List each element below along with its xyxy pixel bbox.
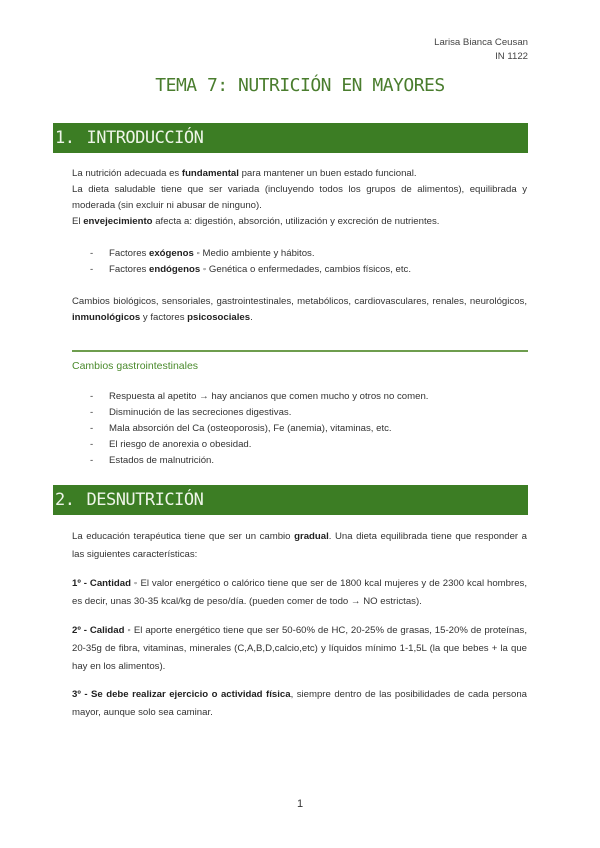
desnutricion-intro: La educación terapéutica tiene que ser un cambio gradual. Una dieta equilibrada tiene que responder a las siguientes características:	[72, 531, 528, 560]
gi-changes-list	[72, 389, 527, 469]
author-name: Larisa Bianca Ceusan	[434, 37, 528, 48]
section-number: 2.	[55, 490, 75, 510]
section-label: DESNUTRICIÓN	[86, 490, 204, 510]
document-title: TEMA 7: NUTRICIÓN EN MAYORES	[155, 75, 445, 96]
list-item: - Respuesta al apetito → hay ancianos que comen mucho y otros no comen.	[72, 389, 527, 405]
list-item: - Disminución de las secreciones digestivas.	[72, 405, 527, 421]
paragraph: La dieta saludable tiene que ser variada (incluyendo todos los grupos de alimentos), equilibrada y moderada (sin excluir ni abusar de ninguno).	[72, 184, 527, 211]
page-number: 1	[296, 798, 304, 810]
list-item: - Factores endógenos ◦ Genética o enfermedades, cambios físicos, etc.	[72, 262, 527, 278]
item-cantidad: 1º - Cantidad ◦ El valor energético o calórico tiene que ser de 1800 kcal mujeres y de 2300 kcal hombres, es decir, unas 30-35 kcal/kg de peso/día. (pueden comer de todo → NO estrictas).	[72, 578, 527, 607]
list-item: - Estados de malnutrición.	[72, 453, 527, 469]
section-heading-desnutricion	[53, 485, 528, 515]
changes-paragraph: Cambios biológicos, sensoriales, gastrointestinales, metabólicos, cardiovasculares, renales, neurológicos, inmunológicos y factores psicosociales.	[72, 296, 527, 323]
list-item: - Mala absorción del Ca (osteoporosis), Fe (anemia), vitaminas, etc.	[72, 421, 527, 437]
list-item: - El riesgo de anorexia o obesidad.	[72, 437, 527, 453]
paragraph: El envejecimiento afecta a: digestión, absorción, utilización y excreción de nutrientes.	[72, 216, 440, 227]
item-ejercicio: 3º - Se debe realizar ejercicio o actividad física, siempre dentro de las posibilidades de cada persona mayor, aunque solo sea caminar.	[72, 689, 527, 718]
item-calidad: 2º - Calidad ◦ El aporte energético tiene que ser 50-60% de HC, 20-25% de grasas, 15-20% de proteínas, 20-35g de fibra, vitaminas, minerales (C,A,B,D,calcio,etc) y líquidos mínimo 1-1,5L (la que bebes + la que hay en los alimentos).	[72, 625, 527, 672]
section-heading-introduccion	[53, 123, 528, 153]
course-code: IN 1122	[495, 51, 528, 62]
divider	[72, 350, 528, 352]
paragraph: La nutrición adecuada es fundamental para mantener un buen estado funcional.	[72, 168, 417, 179]
section-label: INTRODUCCIÓN	[86, 128, 204, 148]
section-number: 1.	[55, 128, 75, 148]
document-header	[434, 36, 528, 64]
list-item: - Factores exógenos ◦ Medio ambiente y hábitos.	[72, 246, 527, 262]
subsection-heading: Cambios gastrointestinales	[72, 360, 199, 372]
intro-paragraphs	[72, 166, 527, 230]
factors-list	[72, 246, 527, 278]
